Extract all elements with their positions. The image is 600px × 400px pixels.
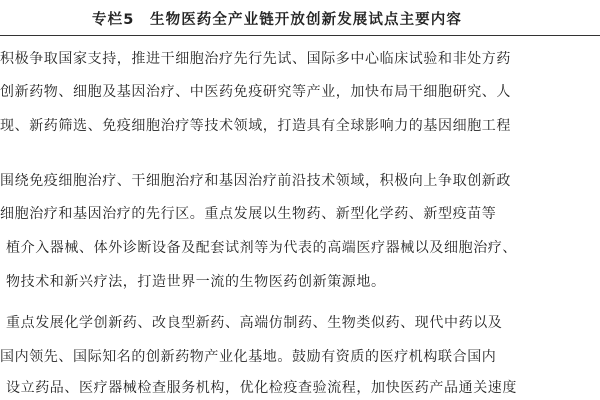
text-line: 设立药品、医疗器械检查服务机构，优化检疫查验流程，加快医药产品通关速度 bbox=[6, 380, 517, 396]
text-line: 积极争取国家支持，推进干细胞治疗先行先试、国际多中心临床试验和非处方药 bbox=[0, 51, 511, 67]
text-line: 围绕免疫细胞治疗、干细胞治疗和基因治疗前沿技术领域，积极向上争取创新政 bbox=[0, 173, 511, 189]
column-title: 专栏5 生物医药全产业链开放创新发展试点主要内容 bbox=[92, 12, 462, 28]
text-line: 创新药物、细胞及基因治疗、中医药免疫研究等产业，加快布局干细胞研究、人 bbox=[0, 84, 511, 100]
text-line: 植介入器械、体外诊断设备及配套试剂等为代表的高端医疗器械以及细胞治疗、 bbox=[6, 240, 517, 256]
column-header bbox=[0, 0, 600, 36]
text-line: 物技术和新兴疗法，打造世界一流的生物医药创新策源地。 bbox=[6, 274, 386, 290]
text-line: 细胞治疗和基因治疗的先行区。重点发展以生物药、新型化学药、新型疫苗等 bbox=[0, 206, 497, 222]
text-line: 现、新药筛选、免疫细胞治疗等技术领域，打造具有全球影响力的基因细胞工程 bbox=[0, 118, 511, 134]
text-line: 重点发展化学创新药、改良型新药、高端仿制药、生物类似药、现代中药以及 bbox=[6, 315, 503, 331]
text-line: 国内领先、国际知名的创新药物产业化基地。鼓励有资质的医疗机构联合国内 bbox=[0, 349, 497, 365]
